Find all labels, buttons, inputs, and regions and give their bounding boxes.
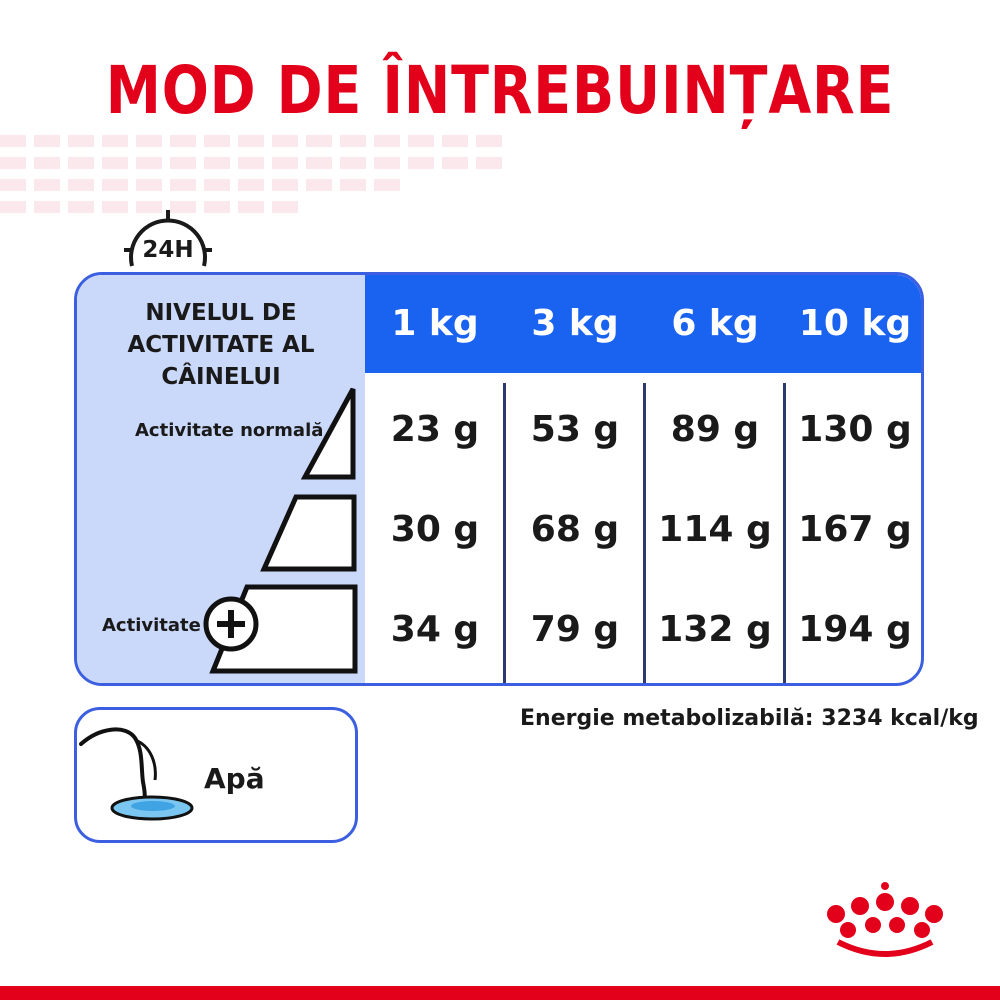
cell-normal-1kg: 23 g	[390, 409, 480, 450]
water-panel	[74, 707, 358, 843]
clock-label: 24H	[142, 237, 194, 263]
cell-high-3kg: 79 g	[530, 609, 620, 650]
plus-circle-icon	[202, 595, 260, 653]
cell-high-1kg: 34 g	[390, 609, 480, 650]
activity-normal-label: Activitate normală	[135, 420, 324, 441]
cell-normal-10kg: 130 g	[798, 409, 912, 450]
column-header-1kg: 1 kg	[391, 303, 479, 344]
cell-high-6kg: 132 g	[658, 609, 772, 650]
cell-medium-3kg: 68 g	[530, 509, 620, 550]
faded-background-text	[0, 125, 510, 255]
activity-low-triangle-icon	[301, 385, 357, 481]
page-title: MOD DE ÎNTREBUINȚARE	[105, 52, 895, 129]
activity-header-label: NIVELUL DE ACTIVITATE AL CÂINELUI	[127, 300, 315, 390]
cell-normal-6kg: 89 g	[670, 409, 760, 450]
column-header-3kg: 3 kg	[531, 303, 619, 344]
activity-medium-trapezoid-icon	[260, 493, 358, 573]
column-header-6kg: 6 kg	[671, 303, 759, 344]
bottom-brand-bar	[0, 986, 1000, 1000]
activity-high-label: Activitate	[102, 615, 201, 636]
column-header-10kg: 10 kg	[798, 303, 912, 344]
metabolizable-energy: Energie metabolizabilă: 3234 kcal/kg	[520, 706, 979, 731]
cell-medium-10kg: 167 g	[798, 509, 912, 550]
crown-logo-icon	[818, 882, 952, 962]
cell-high-10kg: 194 g	[798, 609, 912, 650]
water-label: Apă	[204, 762, 265, 795]
dog-drinking-icon	[77, 710, 197, 840]
feeding-table	[74, 272, 924, 686]
cell-medium-6kg: 114 g	[658, 509, 772, 550]
cell-medium-1kg: 30 g	[390, 509, 480, 550]
cell-normal-3kg: 53 g	[530, 409, 620, 450]
